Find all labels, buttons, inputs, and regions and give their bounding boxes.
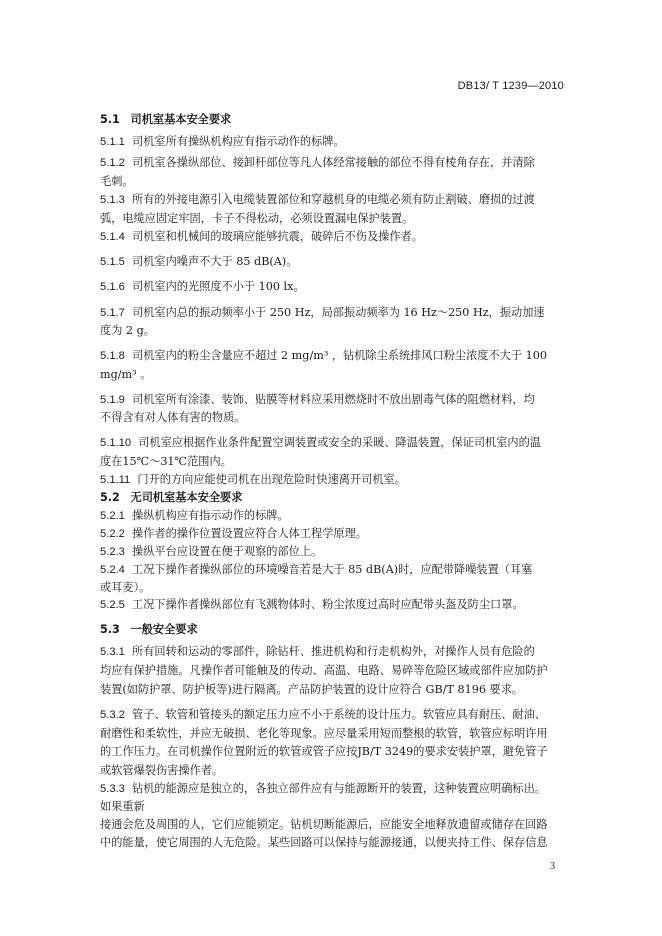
clause-line — [100, 563, 566, 577]
clause-number: 5.1.5 — [100, 256, 125, 268]
section-heading: 一般安全要求 — [130, 623, 198, 636]
clause-text: 门开的方向应能使司机在出现危险时快速离开司机室。 — [137, 473, 406, 486]
clause-text: 度在15℃～31℃范围内。 — [100, 455, 232, 468]
clause-text: 司机室所有涂漆、装饰、贴膜等材料应采用燃烧时不放出剧毒气体的阻燃材料，均 — [132, 393, 535, 406]
clause-line — [100, 349, 566, 363]
continuation-line — [100, 664, 566, 678]
clause-number: 5.2.4 — [100, 564, 125, 576]
clause-number: 5.1.11 — [100, 474, 131, 486]
clause-text: 耐磨性和柔软性，并应无破损、老化等现象。应尽量采用短而整根的软管，软管应标明许用 — [100, 727, 548, 740]
clause-line — [100, 491, 566, 505]
clause-text: 司机室内总的振动频率小于 250 Hz，局部振动频率为 16 Hz～250 Hz，振动加速 — [132, 306, 545, 319]
clause-number: 5.1.6 — [100, 281, 125, 293]
clause-line — [100, 306, 566, 320]
clause-number: 5.1.10 — [100, 437, 132, 449]
continuation-line — [100, 683, 566, 697]
continuation-line — [100, 581, 566, 595]
clause-text: 司机室应根据作业条件配置空调装置或安全的采暖、降温装置，保证司机室内的温 — [138, 436, 541, 449]
clause-text: 或软管爆裂伤害操作者。 — [100, 764, 224, 777]
clause-line — [100, 230, 566, 244]
clause-number: 5.3.2 — [100, 709, 125, 721]
clause-text: 如果重新 — [100, 800, 145, 813]
clause-text: 度为 2 g。 — [100, 324, 155, 337]
continuation-line — [100, 745, 566, 759]
clause-line — [100, 156, 566, 170]
clause-line — [100, 393, 566, 407]
continuation-line — [100, 764, 566, 778]
clause-text: 所有的外接电源引入电缆装置部位和穿越机身的电缆必须有防止割破、磨损的过渡 — [132, 193, 535, 206]
continuation-line — [100, 368, 566, 382]
clause-line — [100, 193, 566, 207]
clause-text: 工况下操作者操纵部位的环境噪音若是大于 85 dB(A)时，应配带降噪装置（耳塞 — [132, 563, 533, 576]
page-number: 3 — [550, 861, 555, 872]
clause-line — [100, 545, 566, 559]
continuation-line — [100, 727, 566, 741]
clause-number: 5.1.2 — [100, 157, 125, 169]
clause-text: 司机室和机械间的玻璃应能够抗震，破碎后不伤及操作者。 — [132, 230, 423, 243]
clause-number: 5.3.3 — [100, 783, 125, 795]
clause-text: 装置(如防护罩、防护板等)进行隔离。产品防护装置的设计应符合 GB/T 8196 要求。 — [100, 683, 524, 696]
section-heading: 无司机室基本安全要求 — [130, 491, 243, 504]
continuation-line — [100, 212, 566, 226]
clause-number: 5.2 — [100, 491, 120, 504]
continuation-line — [100, 836, 566, 850]
clause-text: 接通会危及周围的人，它们应能锁定。钻机切断能源后，应能安全地释放遗留或储存在回路 — [100, 818, 548, 831]
clause-text: 司机室内的光照度不小于 100 lx。 — [132, 280, 305, 293]
clause-text: 操作者的操作位置设置应符合人体工程学原理。 — [132, 527, 367, 540]
clause-text: 不得含有对人体有害的物质。 — [100, 411, 246, 424]
clause-line — [100, 708, 566, 722]
clause-line — [100, 436, 566, 450]
clause-number: 5.3 — [100, 623, 120, 636]
clause-number: 5.2.2 — [100, 528, 125, 540]
clause-text: 操纵平台应设置在便于观察的部位上。 — [132, 545, 323, 558]
continuation-line — [100, 455, 566, 469]
continuation-line — [100, 324, 566, 338]
clause-text: 司机室所有操纵机构应有指示动作的标牌。 — [132, 135, 345, 148]
clause-number: 5.3.1 — [100, 646, 125, 658]
clause-text: mg/m³ 。 — [100, 368, 152, 381]
clause-text: 所有回转和运动的零部件，除钻杆、推进机构和行走机构外，对操作人员有危险的 — [132, 645, 535, 658]
clause-text: 工况下操作者操纵部位有飞溅物体时、粉尘浓度过高时应配带头盔及防尘口罩。 — [132, 598, 524, 611]
clause-line — [100, 255, 566, 269]
standard-code-header: DB13/ T 1239—2010 — [457, 80, 564, 92]
continuation-line — [100, 818, 566, 832]
clause-number: 5.1.1 — [100, 136, 125, 148]
continuation-line — [100, 411, 566, 425]
clause-line — [100, 598, 566, 612]
clause-line — [100, 645, 566, 659]
clause-line — [100, 473, 566, 487]
clause-number: 5.1 — [100, 113, 120, 126]
clause-number: 5.1.4 — [100, 231, 125, 243]
clause-line — [100, 135, 566, 149]
section-heading: 司机室基本安全要求 — [130, 113, 232, 126]
clause-text: 均应有保护措施。凡操作者可能触及的传动、高温、电路、易碎等危险区域或部件应加防护 — [100, 664, 548, 677]
clause-text: 司机室内的粉尘含量应不超过 2 mg/m³ ，钻机除尘系统排风口粉尘浓度不大于 100 — [132, 349, 547, 362]
clause-line — [100, 280, 566, 294]
clause-text: 钻机的能源应是独立的，各独立部件应有与能源断开的装置，这种装置应明确标出。 — [132, 782, 546, 795]
clause-text: 司机室各操纵部位、接卸杆部位等凡人体经常接触的部位不得有棱角存在，并清除 — [132, 156, 535, 169]
clause-text: 管子、软管和管接头的额定压力应不小于系统的设计压力。软管应具有耐压、耐油、 — [132, 708, 546, 721]
clause-number: 5.1.9 — [100, 394, 125, 406]
clause-text: 中的能量，使它周围的人无危险。某些回路可以保持与能源接通，以便夹持工件、保存信息 — [100, 836, 548, 849]
clause-number: 5.2.3 — [100, 546, 125, 558]
clause-text: 司机室内噪声不大于 85 dB(A)。 — [132, 255, 298, 268]
clause-number: 5.1.3 — [100, 194, 125, 206]
clause-text: 的工作压力。在司机操作位置附近的软管或管子应按JB/T 3249的要求安装护罩，避免管子 — [100, 745, 548, 758]
clause-line — [100, 782, 566, 796]
clause-line — [100, 623, 566, 637]
clause-number: 5.1.8 — [100, 350, 125, 362]
continuation-line — [100, 175, 566, 189]
clause-line — [100, 509, 566, 523]
clause-number: 5.1.7 — [100, 307, 125, 319]
clause-line — [100, 527, 566, 541]
clause-text: 或耳麦）。 — [100, 581, 151, 594]
clause-text: 操纵机构应有指示动作的标牌。 — [132, 509, 289, 522]
continuation-line — [100, 800, 566, 814]
clause-line — [100, 113, 566, 127]
clause-number: 5.2.1 — [100, 510, 125, 522]
clause-text: 弧，电缆应固定牢固，卡子不得松动，必须设置漏电保护装置。 — [100, 212, 414, 225]
clause-text: 毛刺。 — [100, 175, 134, 188]
clause-number: 5.2.5 — [100, 599, 125, 611]
